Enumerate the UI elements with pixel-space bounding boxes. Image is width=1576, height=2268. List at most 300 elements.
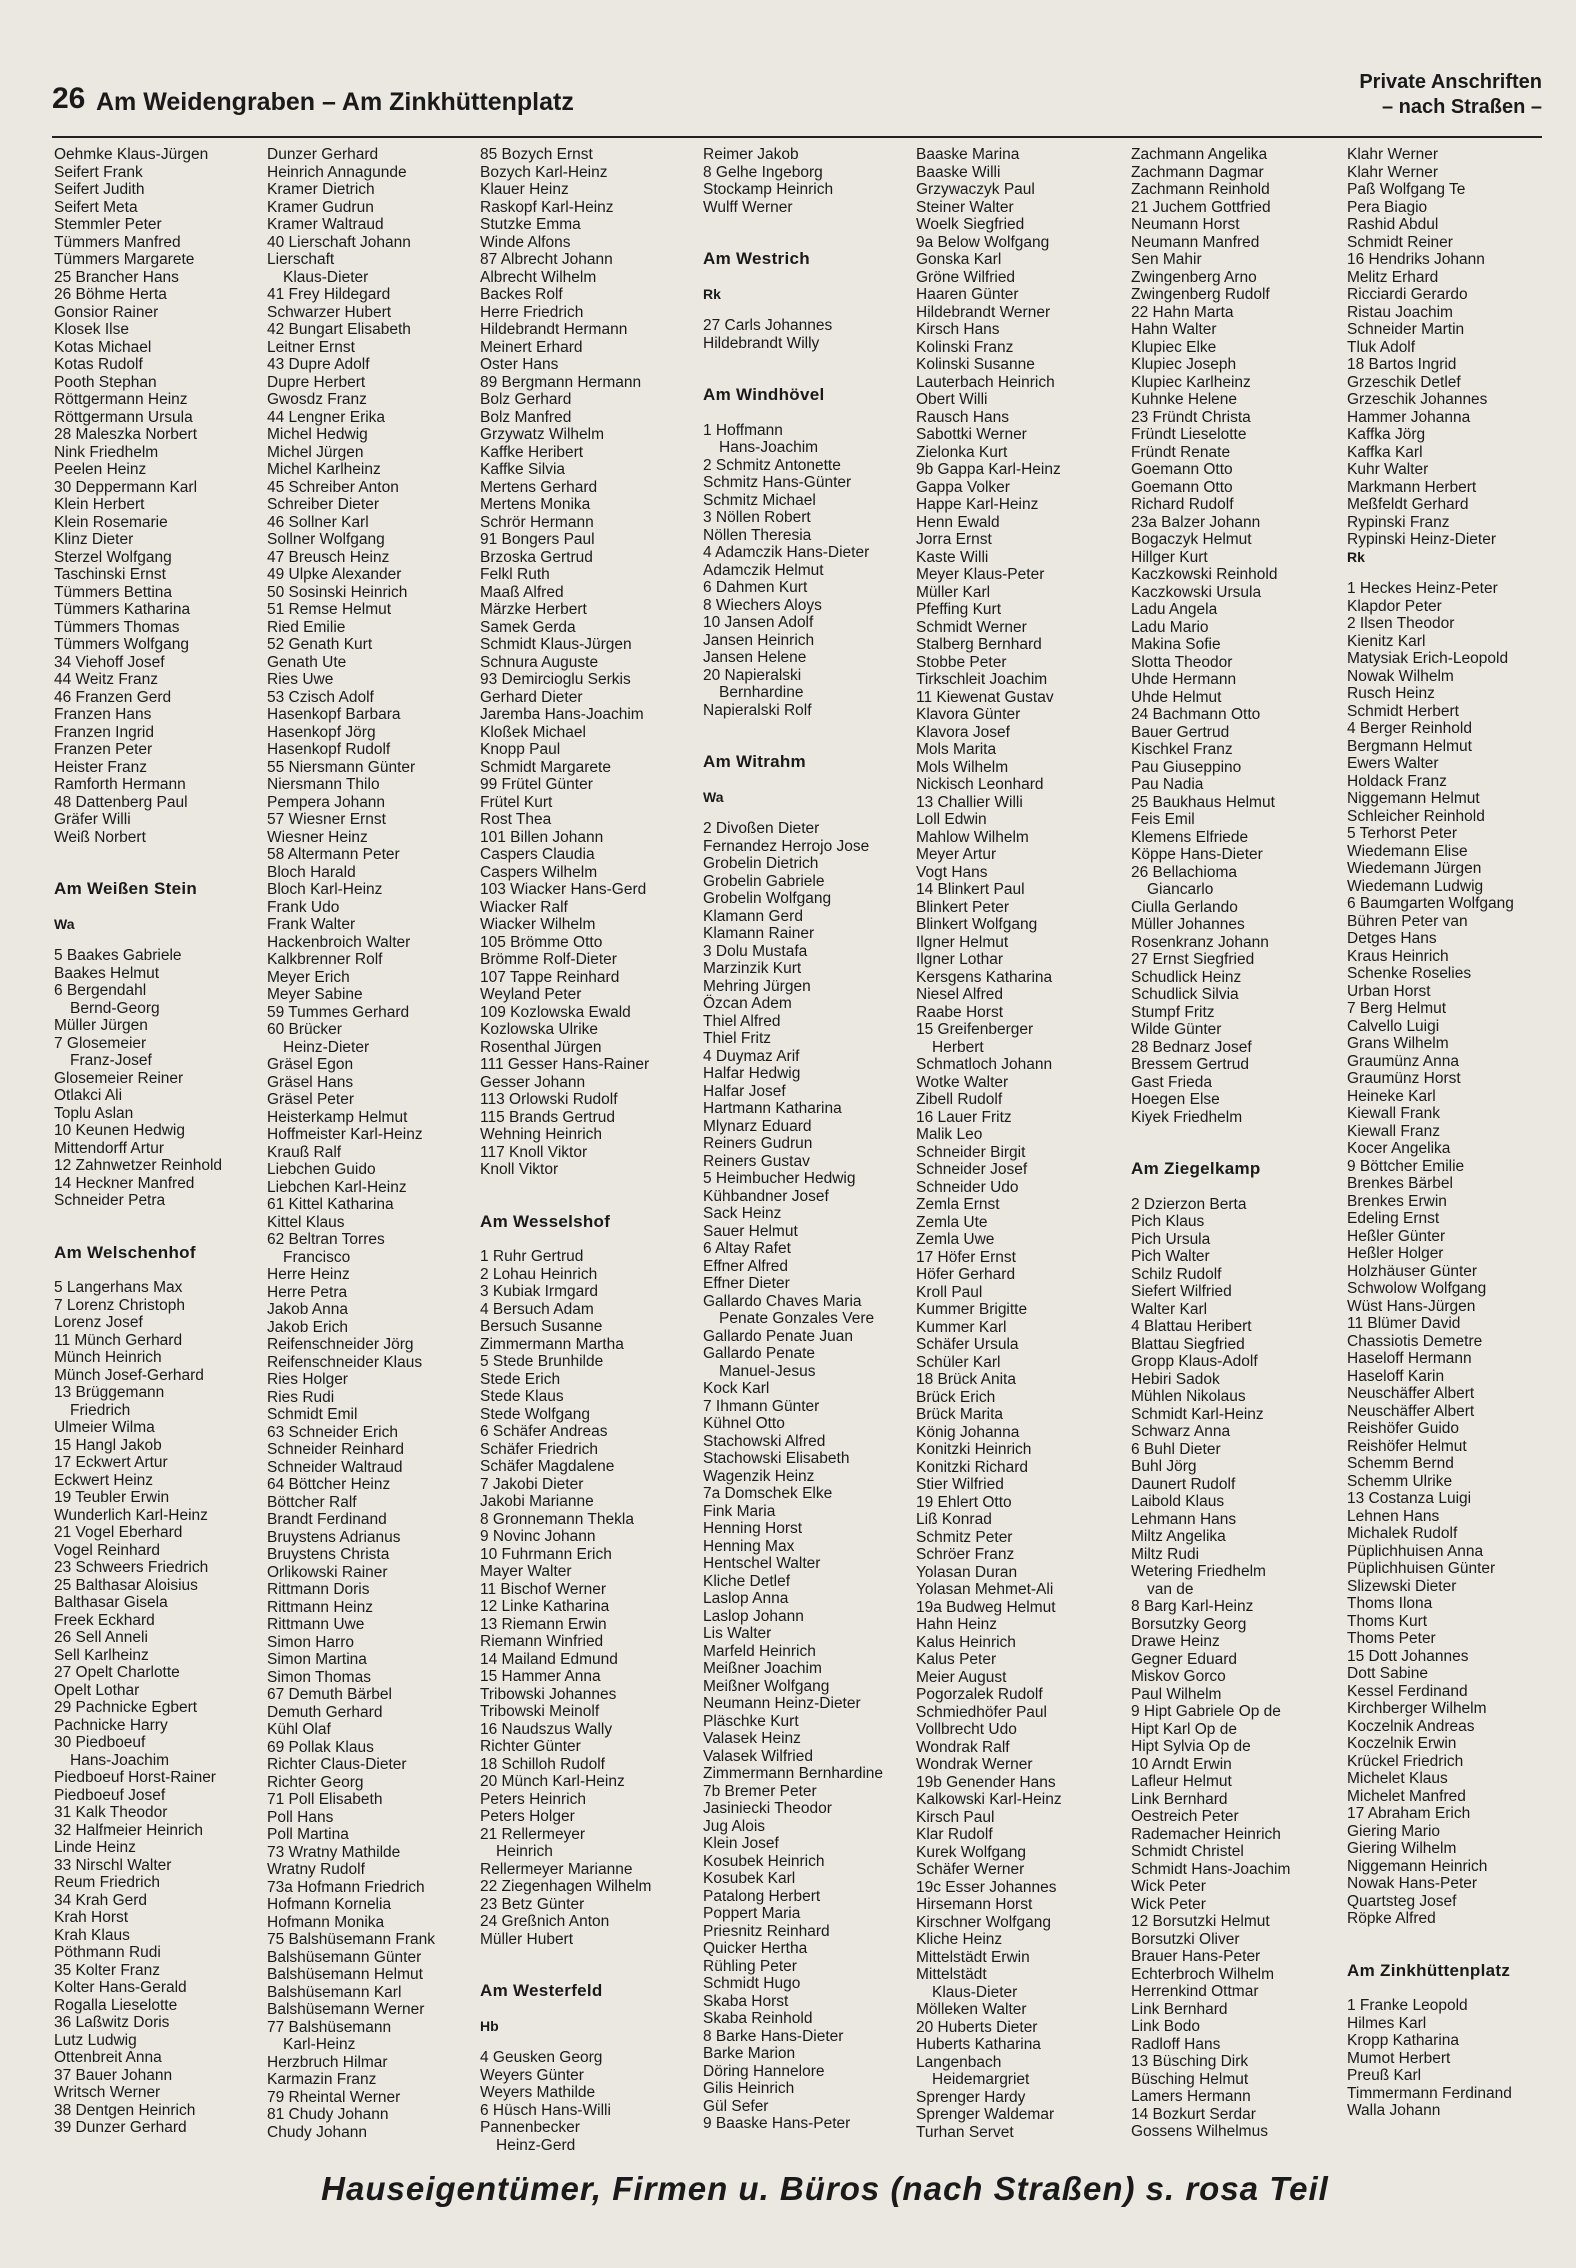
resident-entry: Caspers Claudia <box>480 846 595 863</box>
resident-entry: 4 Duymaz Arif <box>703 1047 800 1065</box>
resident-entry: Neumann Horst <box>1131 216 1240 233</box>
resident-entry: 113 Orlowski Rudolf <box>480 1091 618 1108</box>
resident-entry: Schwarzer Hubert <box>267 303 392 321</box>
resident-entry: Sterzel Wolfgang <box>54 548 172 566</box>
resident-entry: 34 Krah Gerd <box>54 1891 148 1909</box>
resident-entry: Wiedemann Elise <box>1347 842 1468 860</box>
resident-entry: 1 Ruhr Gertrud <box>480 1248 584 1265</box>
resident-entry: Kliche Heinz <box>916 1931 1003 1948</box>
resident-entry: Hilmes Karl <box>1347 2014 1427 2032</box>
resident-entry: Siefert Wilfried <box>1131 1283 1232 1300</box>
resident-entry: Eckwert Heinz <box>54 1471 154 1489</box>
resident-entry: Nink Friedhelm <box>54 443 159 461</box>
resident-entry: Lehnen Hans <box>1347 1507 1440 1525</box>
resident-entry: Heineke Karl <box>1347 1087 1436 1105</box>
resident-entry: Yolasan Mehmet-Ali <box>916 1581 1054 1598</box>
resident-entry: Hasenkopf Rudolf <box>267 741 391 758</box>
resident-entry: Gropp Klaus-Adolf <box>1131 1353 1258 1370</box>
resident-entry: Sollner Wolfgang <box>267 531 385 548</box>
district-code: Rk <box>703 285 721 302</box>
resident-entry: 50 Sosinski Heinrich <box>267 583 408 601</box>
resident-entry: 10 Arndt Erwin <box>1131 1755 1232 1773</box>
resident-entry: Bühren Peter van <box>1347 912 1468 930</box>
resident-entry: Tümmers Katharina <box>54 601 191 618</box>
resident-entry: Müller Jürgen <box>54 1017 148 1034</box>
resident-entry: Reishöfer Helmut <box>1347 1437 1467 1455</box>
resident-entry: Klamann Rainer <box>703 925 815 942</box>
resident-entry: Balshüsemann Helmut <box>267 1966 423 1983</box>
resident-entry: Miskov Gorco <box>1131 1668 1226 1685</box>
resident-entry: Hasenkopf Jörg <box>267 723 376 741</box>
resident-entry: Blinkert Peter <box>916 898 1010 916</box>
resident-entry: Vogt Hans <box>916 863 988 881</box>
resident-entry: Ilgner Helmut <box>916 933 1009 951</box>
resident-entry: Michel Karlheinz <box>267 461 381 478</box>
resident-entry: 5 Stede Brunhilde <box>480 1353 604 1370</box>
resident-entry: 111 Gesser Hans-Rainer <box>480 1056 650 1073</box>
resident-entry: Kramer Waltraud <box>267 216 384 233</box>
resident-entry: 89 Bergmann Hermann <box>480 373 642 391</box>
resident-entry: Daunert Rudolf <box>1131 1475 1236 1493</box>
resident-entry: Kroll Paul <box>916 1283 983 1301</box>
resident-entry: Kolter Hans-Gerald <box>54 1979 187 1996</box>
resident-entry: Zachmann Reinhold <box>1131 181 1270 198</box>
resident-entry: 13 Challier Willi <box>916 793 1023 811</box>
resident-entry: Schneider Martin <box>1347 321 1465 338</box>
resident-entry: Echterbroch Wilhelm <box>1131 1965 1274 1983</box>
resident-entry: Brandt Ferdinand <box>267 1511 387 1528</box>
entry-continuation: Bernhardine <box>719 684 804 701</box>
resident-entry: Genath Ute <box>267 653 347 671</box>
resident-entry: Klinz Dieter <box>54 531 134 548</box>
resident-entry: Radloff Hans <box>1131 2035 1221 2053</box>
resident-entry: Mumot Herbert <box>1347 2049 1451 2067</box>
resident-entry: Hahn Heinz <box>916 1616 997 1633</box>
resident-entry: Schäfer Magdalene <box>480 1458 615 1475</box>
resident-entry: 12 Zahnwetzer Reinhold <box>54 1157 223 1174</box>
district-code: Wa <box>703 788 724 805</box>
resident-entry: Bozych Karl-Heinz <box>480 163 608 181</box>
resident-entry: Kaffke Silvia <box>480 461 566 478</box>
resident-entry: Zemla Ernst <box>916 1196 1000 1213</box>
resident-entry: 62 Beltran Torres <box>267 1231 385 1248</box>
resident-entry: 115 Brands Gertrud <box>480 1108 615 1126</box>
resident-entry: Reishöfer Guido <box>1347 1420 1460 1437</box>
resident-entry: Richter Claus-Dieter <box>267 1756 407 1773</box>
resident-entry: Baaske Willi <box>916 163 1001 181</box>
resident-entry: Pempera Johann <box>267 793 386 811</box>
resident-entry: Gonska Karl <box>916 251 1002 268</box>
resident-entry: Klein Josef <box>703 1835 779 1852</box>
resident-entry: 5 Terhorst Peter <box>1347 825 1457 842</box>
resident-entry: Klosek Ilse <box>54 321 129 338</box>
resident-entry: 21 Vogel Eberhard <box>54 1524 183 1541</box>
resident-entry: Pau Giuseppino <box>1131 758 1242 776</box>
resident-entry: Kittel Klaus <box>267 1213 345 1231</box>
resident-entry: Brömme Rolf-Dieter <box>480 951 617 968</box>
resident-entry: 30 Deppermann Karl <box>54 478 198 496</box>
resident-entry: Kolinski Susanne <box>916 356 1035 373</box>
resident-entry: Kalkowski Karl-Heinz <box>916 1791 1062 1808</box>
resident-entry: Schröer Franz <box>916 1546 1015 1563</box>
resident-entry: Gräsel Egon <box>267 1056 354 1073</box>
resident-entry: Kuhr Walter <box>1347 461 1429 478</box>
resident-entry: Stalberg Bernhard <box>916 636 1042 653</box>
resident-entry: Haseloff Hermann <box>1347 1350 1472 1367</box>
page-header <box>52 71 1542 138</box>
resident-entry: Kolinski Franz <box>916 338 1014 356</box>
resident-entry: Müller Hubert <box>480 1930 574 1948</box>
resident-entry: 11 Bischof Werner <box>480 1580 607 1598</box>
resident-entry: Klupiec Karlheinz <box>1131 373 1251 391</box>
section-title-line1: Private Anschriften <box>1359 71 1542 93</box>
resident-entry: Michel Jürgen <box>267 443 364 461</box>
street-heading: Am Witrahm <box>703 752 806 771</box>
resident-entry: Brauer Hans-Peter <box>1131 1948 1261 1965</box>
resident-entry: Wüst Hans-Jürgen <box>1347 1297 1476 1315</box>
resident-entry: 6 Buhl Dieter <box>1131 1440 1221 1458</box>
column-3 <box>480 146 688 2156</box>
resident-entry: Wick Peter <box>1131 1878 1206 1895</box>
resident-entry: Dunzer Gerhard <box>267 146 379 163</box>
resident-entry: Tribowski Johannes <box>480 1685 617 1703</box>
resident-entry: Thoms Peter <box>1347 1630 1436 1647</box>
resident-entry: Rittmann Doris <box>267 1581 370 1598</box>
resident-entry: Hofmann Monika <box>267 1913 385 1931</box>
resident-entry: Uhde Hermann <box>1131 671 1237 688</box>
resident-entry: Jaremba Hans-Joachim <box>480 706 644 723</box>
resident-entry: Wiedemann Ludwig <box>1347 877 1484 895</box>
resident-entry: 43 Dupre Adolf <box>267 356 370 373</box>
resident-entry: Jansen Heinrich <box>703 631 815 649</box>
resident-entry: Klupiec Elke <box>1131 338 1217 356</box>
resident-entry: Heßler Günter <box>1347 1227 1446 1245</box>
resident-entry: Bloch Karl-Heinz <box>267 881 383 898</box>
resident-entry: Hofmann Kornelia <box>267 1896 392 1913</box>
resident-entry: 39 Dunzer Gerhard <box>54 2119 187 2136</box>
resident-entry: Grobelin Wolfgang <box>703 890 832 907</box>
resident-entry: Rosenkranz Johann <box>1131 933 1269 951</box>
resident-entry: 58 Altermann Peter <box>267 846 400 863</box>
resident-entry: Richard Rudolf <box>1131 496 1234 513</box>
resident-entry: 6 Dahmen Kurt <box>703 579 808 596</box>
resident-entry: Freek Eckhard <box>54 1611 155 1629</box>
resident-entry: Gallardo Penate Juan <box>703 1327 853 1345</box>
resident-entry: Franzen Hans <box>54 706 152 723</box>
resident-entry: Koczelnik Andreas <box>1347 1717 1475 1735</box>
resident-entry: 73 Wratny Mathilde <box>267 1843 401 1861</box>
resident-entry: Huberts Katharina <box>916 2036 1041 2053</box>
resident-entry: 6 Hüsch Hans-Willi <box>480 2101 611 2119</box>
resident-entry: Niersmann Thilo <box>267 776 380 793</box>
resident-entry: Halfar Josef <box>703 1082 786 1100</box>
resident-entry: Meißner Joachim <box>703 1660 822 1677</box>
resident-entry: Peelen Heinz <box>54 461 147 478</box>
resident-entry: Wagenzik Heinz <box>703 1467 815 1485</box>
resident-entry: Klapdor Peter <box>1347 597 1442 615</box>
resident-entry: 23a Balzer Johann <box>1131 513 1261 531</box>
resident-entry: 36 Laßwitz Doris <box>54 2014 170 2031</box>
entry-continuation: Hans-Joachim <box>70 1751 170 1769</box>
resident-entry: 101 Billen Johann <box>480 828 604 846</box>
resident-entry: Thoms Kurt <box>1347 1612 1428 1630</box>
resident-entry: Lorenz Josef <box>54 1314 143 1331</box>
resident-entry: Sauer Helmut <box>703 1222 798 1240</box>
resident-entry: Poll Martina <box>267 1826 349 1843</box>
resident-entry: Tümmers Wolfgang <box>54 636 189 653</box>
resident-entry: 25 Brancher Hans <box>54 268 179 286</box>
resident-entry: Michel Hedwig <box>267 426 368 443</box>
resident-entry: Demuth Gerhard <box>267 1703 383 1721</box>
resident-entry: 20 Huberts Dieter <box>916 2018 1038 2036</box>
resident-entry: Stachowski Alfred <box>703 1432 826 1450</box>
resident-entry: Hartmann Katharina <box>703 1100 842 1117</box>
resident-entry: 73a Hofmann Friedrich <box>267 1878 425 1896</box>
resident-entry: 117 Knoll Viktor <box>480 1143 588 1161</box>
resident-entry: Kummer Karl <box>916 1318 1007 1336</box>
resident-entry: Bersuch Susanne <box>480 1318 603 1335</box>
resident-entry: Stumpf Fritz <box>1131 1003 1215 1021</box>
resident-entry: Holzhäuser Günter <box>1347 1262 1478 1280</box>
resident-entry: Kischkel Franz <box>1131 741 1233 758</box>
resident-entry: Happe Karl-Heinz <box>916 496 1039 513</box>
resident-entry: 2 Schmitz Antonette <box>703 456 841 474</box>
resident-entry: Thiel Alfred <box>703 1012 781 1030</box>
resident-entry: Ries Rudi <box>267 1388 335 1406</box>
resident-entry: Blinkert Wolfgang <box>916 916 1038 933</box>
resident-entry: Müller Karl <box>916 583 991 601</box>
resident-entry: 10 Fuhrmann Erich <box>480 1545 612 1563</box>
footer-note: Hauseigentümer, Firmen u. Büros (nach Straßen) s. rosa Teil <box>321 2170 1329 2207</box>
resident-entry: Skaba Horst <box>703 1992 789 2010</box>
resident-entry: Knopp Paul <box>480 741 561 758</box>
resident-entry: Wilde Günter <box>1131 1021 1222 1038</box>
resident-entry: Bruystens Adrianus <box>267 1528 401 1546</box>
resident-entry: Link Bernhard <box>1131 2000 1228 2018</box>
resident-entry: Hoffmeister Karl-Heinz <box>267 1126 423 1143</box>
resident-entry: Barke Marion <box>703 2045 796 2062</box>
resident-entry: Feis Emil <box>1131 811 1195 828</box>
resident-entry: 8 Barg Karl-Heinz <box>1131 1598 1254 1615</box>
resident-entry: 11 Blümer David <box>1347 1315 1461 1332</box>
resident-entry: Ramforth Hermann <box>54 776 186 793</box>
resident-entry: Haaren Günter <box>916 286 1019 303</box>
resident-entry: Mittelstädt Erwin <box>916 1948 1030 1966</box>
resident-entry: Wunderlich Karl-Heinz <box>54 1506 208 1524</box>
resident-entry: Opelt Lothar <box>54 1681 140 1699</box>
resident-entry: Jakob Anna <box>267 1301 349 1318</box>
resident-entry: 28 Bednarz Josef <box>1131 1038 1252 1056</box>
resident-entry: Liß Konrad <box>916 1511 992 1528</box>
resident-entry: 14 Blinkert Paul <box>916 881 1025 898</box>
resident-entry: Zachmann Dagmar <box>1131 163 1264 181</box>
resident-entry: Toplu Aslan <box>54 1104 134 1122</box>
resident-entry: Stede Erich <box>480 1370 561 1388</box>
resident-entry: Lierschaft <box>267 251 335 268</box>
page-title: Am Weidengraben – Am Zinkhüttenplatz <box>96 88 574 116</box>
resident-entry: Mühlen Nikolaus <box>1131 1388 1246 1405</box>
resident-entry: Schneider Reinhard <box>267 1441 405 1458</box>
resident-entry: Zwingenberg Rudolf <box>1131 286 1270 303</box>
resident-entry: Haseloff Karin <box>1347 1367 1445 1385</box>
resident-entry: Stachowski Elisabeth <box>703 1450 850 1467</box>
resident-entry: 63 Schneider Erich <box>267 1423 398 1441</box>
resident-entry: Zemla Ute <box>916 1213 988 1231</box>
resident-entry: Markmann Herbert <box>1347 478 1477 496</box>
resident-entry: Döring Hannelore <box>703 2062 825 2080</box>
resident-entry: 8 Gronnemann Thekla <box>480 1510 634 1528</box>
resident-entry: Tümmers Manfred <box>54 233 181 251</box>
resident-entry: Rühling Peter <box>703 1957 797 1975</box>
resident-entry: Klauer Heinz <box>480 181 569 198</box>
resident-entry: Paß Wolfgang Te <box>1347 181 1466 198</box>
resident-entry: Pich Walter <box>1131 1248 1210 1265</box>
resident-entry: Wehning Heinrich <box>480 1126 603 1143</box>
entry-continuation: Penate Gonzales Vere <box>719 1310 875 1327</box>
resident-entry: 21 Rellermeyer <box>480 1825 586 1843</box>
resident-entry: Stemmler Peter <box>54 216 162 233</box>
resident-entry: 1 Hoffmann <box>703 421 783 439</box>
resident-entry: 1 Franke Leopold <box>1347 1997 1468 2014</box>
resident-entry: Schmiedhöfer Paul <box>916 1703 1047 1721</box>
resident-entry: Kaffka Karl <box>1347 443 1423 461</box>
resident-entry: Loll Edwin <box>916 811 987 828</box>
resident-entry: 99 Frütel Günter <box>480 776 593 793</box>
resident-entry: Schleicher Reinhold <box>1347 807 1485 825</box>
resident-entry: Jug Alois <box>703 1817 766 1835</box>
resident-entry: Rittmann Uwe <box>267 1616 365 1633</box>
resident-entry: Sprenger Waldemar <box>916 2106 1055 2123</box>
resident-entry: 26 Sell Anneli <box>54 1629 148 1646</box>
entry-continuation: Herbert <box>932 1038 984 1056</box>
resident-entry: Simon Thomas <box>267 1668 371 1686</box>
resident-entry: Timmermann Ferdinand <box>1347 2084 1512 2102</box>
entry-continuation: Franz-Josef <box>70 1052 152 1069</box>
resident-entry: Schneider Udo <box>916 1178 1019 1196</box>
resident-entry: 13 Riemann Erwin <box>480 1615 607 1633</box>
district-code: Rk <box>1347 548 1365 565</box>
resident-entry: Heister Franz <box>54 758 148 776</box>
resident-entry: Wetering Friedhelm <box>1131 1563 1266 1580</box>
resident-entry: 61 Kittel Katharina <box>267 1196 394 1213</box>
resident-entry: 15 Hangl Jakob <box>54 1436 162 1454</box>
resident-entry: Pfeffing Kurt <box>916 601 1002 618</box>
resident-entry: 59 Tummes Gerhard <box>267 1003 410 1021</box>
resident-entry: Hipt Karl Op de <box>1131 1720 1237 1738</box>
resident-entry: Vogel Reinhard <box>54 1541 160 1559</box>
resident-entry: 17 Abraham Erich <box>1347 1805 1471 1822</box>
resident-entry: Richter Günter <box>480 1738 581 1755</box>
resident-entry: 4 Blattau Heribert <box>1131 1318 1252 1335</box>
resident-entry: Kummer Brigitte <box>916 1301 1028 1318</box>
resident-entry: Henning Max <box>703 1537 795 1555</box>
resident-entry: Poll Hans <box>267 1808 334 1826</box>
resident-entry: Schmidt Emil <box>267 1406 358 1423</box>
resident-entry: Raabe Horst <box>916 1003 1004 1021</box>
resident-entry: Klupiec Joseph <box>1131 356 1237 373</box>
resident-entry: Slizewski Dieter <box>1347 1577 1457 1595</box>
resident-entry: Balshüsemann Günter <box>267 1948 422 1966</box>
resident-entry: Krauß Ralf <box>267 1143 342 1161</box>
resident-entry: Sen Mahir <box>1131 251 1202 268</box>
resident-entry: Meyer Artur <box>916 846 997 863</box>
resident-entry: Makina Sofie <box>1131 636 1221 653</box>
resident-entry: Poppert Maria <box>703 1905 801 1922</box>
resident-entry: Bauer Gertrud <box>1131 723 1230 741</box>
resident-entry: Schemm Bernd <box>1347 1455 1454 1472</box>
resident-entry: Klamann Gerd <box>703 907 803 925</box>
resident-entry: Maaß Alfred <box>480 583 564 601</box>
resident-entry: Zimmermann Martha <box>480 1335 624 1353</box>
resident-entry: 7 Berg Helmut <box>1347 1000 1447 1017</box>
resident-entry: Fink Maria <box>703 1502 776 1520</box>
resident-entry: Rusch Heinz <box>1347 685 1435 702</box>
resident-entry: Schmidt Christel <box>1131 1843 1244 1860</box>
resident-entry: Klemens Elfriede <box>1131 828 1249 846</box>
resident-entry: Sprenger Hardy <box>916 2088 1026 2106</box>
resident-entry: Dupre Herbert <box>267 373 366 391</box>
resident-entry: Ilgner Lothar <box>916 951 1004 968</box>
entry-continuation: Heinz-Gerd <box>496 2136 576 2154</box>
resident-entry: Lutz Ludwig <box>54 2031 137 2049</box>
resident-entry: Grobelin Dietrich <box>703 855 819 872</box>
resident-entry: Priesnitz Reinhard <box>703 1922 830 1940</box>
resident-entry: 15 Greifenberger <box>916 1021 1034 1038</box>
resident-entry: Schmidt Hans-Joachim <box>1131 1860 1291 1878</box>
resident-entry: Gallardo Chaves Maria <box>703 1292 862 1310</box>
page-number: 26 <box>52 82 86 115</box>
resident-entry: Mertens Gerhard <box>480 478 598 496</box>
resident-entry: 2 Ilsen Theodor <box>1347 615 1455 632</box>
resident-entry: Bruystens Christa <box>267 1546 390 1563</box>
resident-entry: 26 Bellachioma <box>1131 863 1237 881</box>
resident-entry: Hackenbroich Walter <box>267 933 411 951</box>
resident-entry: Grzywaczyk Paul <box>916 181 1035 198</box>
resident-entry: Kocer Angelika <box>1347 1140 1451 1157</box>
resident-entry: Püplichhuisen Günter <box>1347 1560 1496 1577</box>
resident-entry: Slotta Theodor <box>1131 653 1233 671</box>
resident-entry: Schneider Waltraud <box>267 1458 403 1476</box>
resident-entry: 71 Poll Elisabeth <box>267 1791 383 1808</box>
entry-continuation: Francisco <box>283 1248 351 1266</box>
resident-entry: Urban Horst <box>1347 982 1431 1000</box>
resident-entry: Niggemann Helmut <box>1347 790 1480 807</box>
resident-entry: 24 Bachmann Otto <box>1131 706 1261 723</box>
resident-entry: Rellermeyer Marianne <box>480 1860 633 1878</box>
resident-entry: Tribowski Meinolf <box>480 1703 600 1720</box>
resident-entry: Koczelnik Erwin <box>1347 1735 1457 1752</box>
resident-entry: Gräsel Hans <box>267 1073 354 1091</box>
resident-entry: 77 Balshüsemann <box>267 2018 392 2036</box>
resident-entry: Klein Herbert <box>54 496 145 513</box>
resident-entry: 7 Lorenz Christoph <box>54 1296 185 1314</box>
resident-entry: 9 Böttcher Emilie <box>1347 1157 1465 1175</box>
resident-entry: Thoms Ilona <box>1347 1595 1433 1612</box>
resident-entry: 22 Hahn Marta <box>1131 303 1234 321</box>
resident-entry: Holdack Franz <box>1347 772 1447 790</box>
resident-entry: Tümmers Thomas <box>54 618 180 636</box>
resident-entry: 8 Barke Hans-Dieter <box>703 2027 844 2045</box>
resident-entry: Mlynarz Eduard <box>703 1117 812 1135</box>
resident-entry: Graumünz Anna <box>1347 1052 1460 1070</box>
resident-entry: Valasek Wilfried <box>703 1747 813 1765</box>
resident-entry: 69 Pollak Klaus <box>267 1738 374 1756</box>
resident-entry: 81 Chudy Johann <box>267 2106 389 2123</box>
resident-entry: Kessel Ferdinand <box>1347 1682 1468 1700</box>
resident-entry: Mols Marita <box>916 741 997 758</box>
resident-entry: Thiel Fritz <box>703 1030 772 1047</box>
entry-continuation: Klaus-Dieter <box>932 1983 1018 2001</box>
